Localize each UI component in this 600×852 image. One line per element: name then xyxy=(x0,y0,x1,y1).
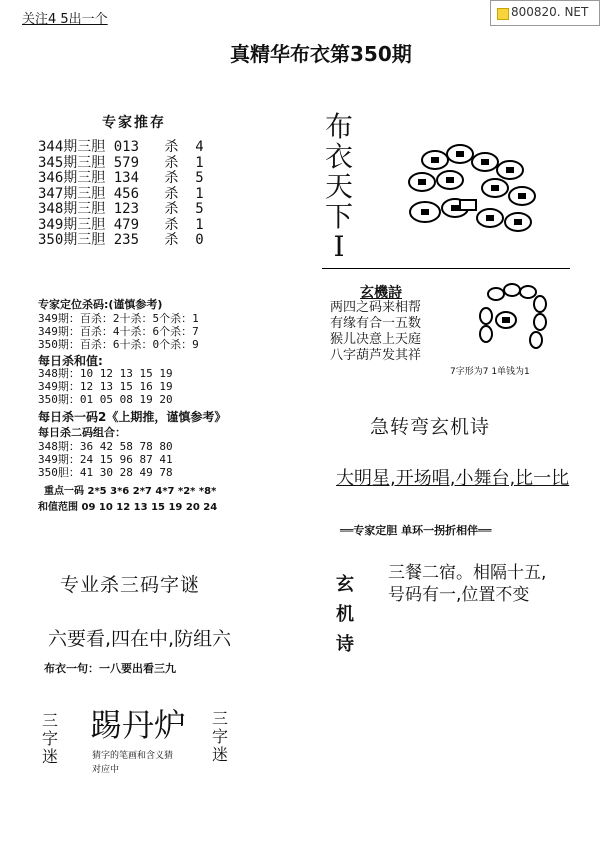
list-item: 349期：24 15 96 87 41 xyxy=(38,453,173,466)
expert-recommend-heading: 专家推存 xyxy=(102,115,166,131)
key-number-line: 重点一码 2*5 3*6 2*7 4*7 *2* *8* xyxy=(44,486,217,497)
buyi-char: I xyxy=(333,230,345,263)
buyi-vertical-title xyxy=(325,112,353,262)
list-item: 350胆：41 30 28 49 78 xyxy=(38,466,173,479)
chain-illustration xyxy=(478,280,558,360)
sum-list xyxy=(38,367,173,406)
vertical-char: 三 xyxy=(42,711,59,730)
vertical-char: 迷 xyxy=(42,747,59,766)
list-item: 349期三胆 479 杀 1 xyxy=(38,216,204,233)
poem-line: 三餐二宿。相隔十五, xyxy=(388,563,547,583)
riddle-title: 专业杀三码字谜 xyxy=(60,574,201,596)
coins-illustration xyxy=(400,140,540,240)
list-item: 347期三胆 456 杀 1 xyxy=(38,185,204,202)
poem-line: 两四之码来相帮 xyxy=(330,300,422,315)
list-item: 350期三胆 235 杀 0 xyxy=(38,232,204,248)
xuanji-heading: 玄機詩 xyxy=(360,285,402,301)
daily-kill-sub: 每日杀二码组合： xyxy=(38,426,126,439)
expert-recommend-list xyxy=(38,140,204,249)
riddle-hint-2: 对应中 xyxy=(92,765,120,775)
xuanji-note: 7字形为7 1单钱为1 xyxy=(450,367,530,377)
vertical-char: 机 xyxy=(336,604,354,625)
list-item: 348期：10 12 13 15 19 xyxy=(38,367,173,380)
jizhuan-title: 急转弯玄机诗 xyxy=(370,416,491,438)
list-item: 350期：01 05 08 19 20 xyxy=(38,393,173,406)
vertical-char: 迷 xyxy=(212,745,229,764)
divider xyxy=(322,268,570,269)
poem-line: 有缘有合一五数 xyxy=(330,316,422,331)
list-item: 344期三胆 013 杀 4 xyxy=(38,139,204,155)
poem-line: 八字葫芦发其祥 xyxy=(330,348,422,363)
list-item: 346期三胆 134 杀 5 xyxy=(38,170,204,186)
list-item: 348期三胆 123 杀 5 xyxy=(38,201,204,217)
expert-dan-banner: ══专家定胆 单环一拐折相伴══ xyxy=(340,524,492,537)
poem-line: 号码有一,位置不变 xyxy=(388,585,530,605)
list-item: 345期三胆 579 杀 1 xyxy=(38,154,204,171)
jizhuan-line: 大明星,开场唱,小舞台,比一比 xyxy=(336,468,570,489)
buyi-char: 布 xyxy=(325,110,354,143)
vertical-char: 玄 xyxy=(336,574,354,595)
top-note: 关注4 5出一个 xyxy=(22,12,108,27)
position-kill-heading: 专家定位杀码:(谨慎参考) xyxy=(38,298,163,311)
page-title: 真精华布衣第350期 xyxy=(230,42,412,66)
list-item: 349期：12 13 15 16 19 xyxy=(38,380,173,393)
list-item: 349期：百杀：2十杀：5个杀：1 xyxy=(38,312,199,325)
poem-line: 猴儿决意上天庭 xyxy=(330,332,422,347)
sum-range-line: 和值范围 09 10 12 13 15 19 20 24 xyxy=(38,502,218,513)
site-logo-icon xyxy=(497,8,509,20)
xuanji-vertical xyxy=(336,570,354,660)
list-item: 348期：36 42 58 78 80 xyxy=(38,440,173,453)
position-kill-list xyxy=(38,312,199,351)
site-watermark xyxy=(490,0,600,26)
sum-heading: 每日杀和值: xyxy=(38,354,103,368)
buyi-line: 布衣一句：一八要出看三九 xyxy=(44,662,176,675)
vertical-char: 诗 xyxy=(336,634,354,655)
list-item: 349期：百杀：4十杀：6个杀：7 xyxy=(38,325,199,338)
vertical-char: 字 xyxy=(212,727,229,746)
site-name: 800820. NET xyxy=(511,5,589,19)
daily-kill-heading: 每日杀一码2《上期推，谨慎参考》 xyxy=(38,410,227,424)
buyi-char: 下 xyxy=(325,200,354,233)
buyi-char: 衣 xyxy=(325,140,354,173)
list-item: 350期：百杀：6十杀：0个杀：9 xyxy=(38,338,199,351)
expert-dan-poem xyxy=(388,562,546,606)
vertical-char: 三 xyxy=(212,709,229,728)
riddle-big-text: 踢丹炉 xyxy=(90,706,187,744)
right-vertical-label xyxy=(212,710,228,764)
daily-kill-list xyxy=(38,440,173,479)
riddle-hint: 猜字的笔画和含义猜 xyxy=(92,751,174,761)
xuanji-poem xyxy=(330,300,421,364)
riddle-line: 六要看,四在中,防组六 xyxy=(48,628,232,650)
buyi-char: 天 xyxy=(325,170,354,203)
vertical-char: 字 xyxy=(42,729,59,748)
left-vertical-label xyxy=(42,712,58,766)
